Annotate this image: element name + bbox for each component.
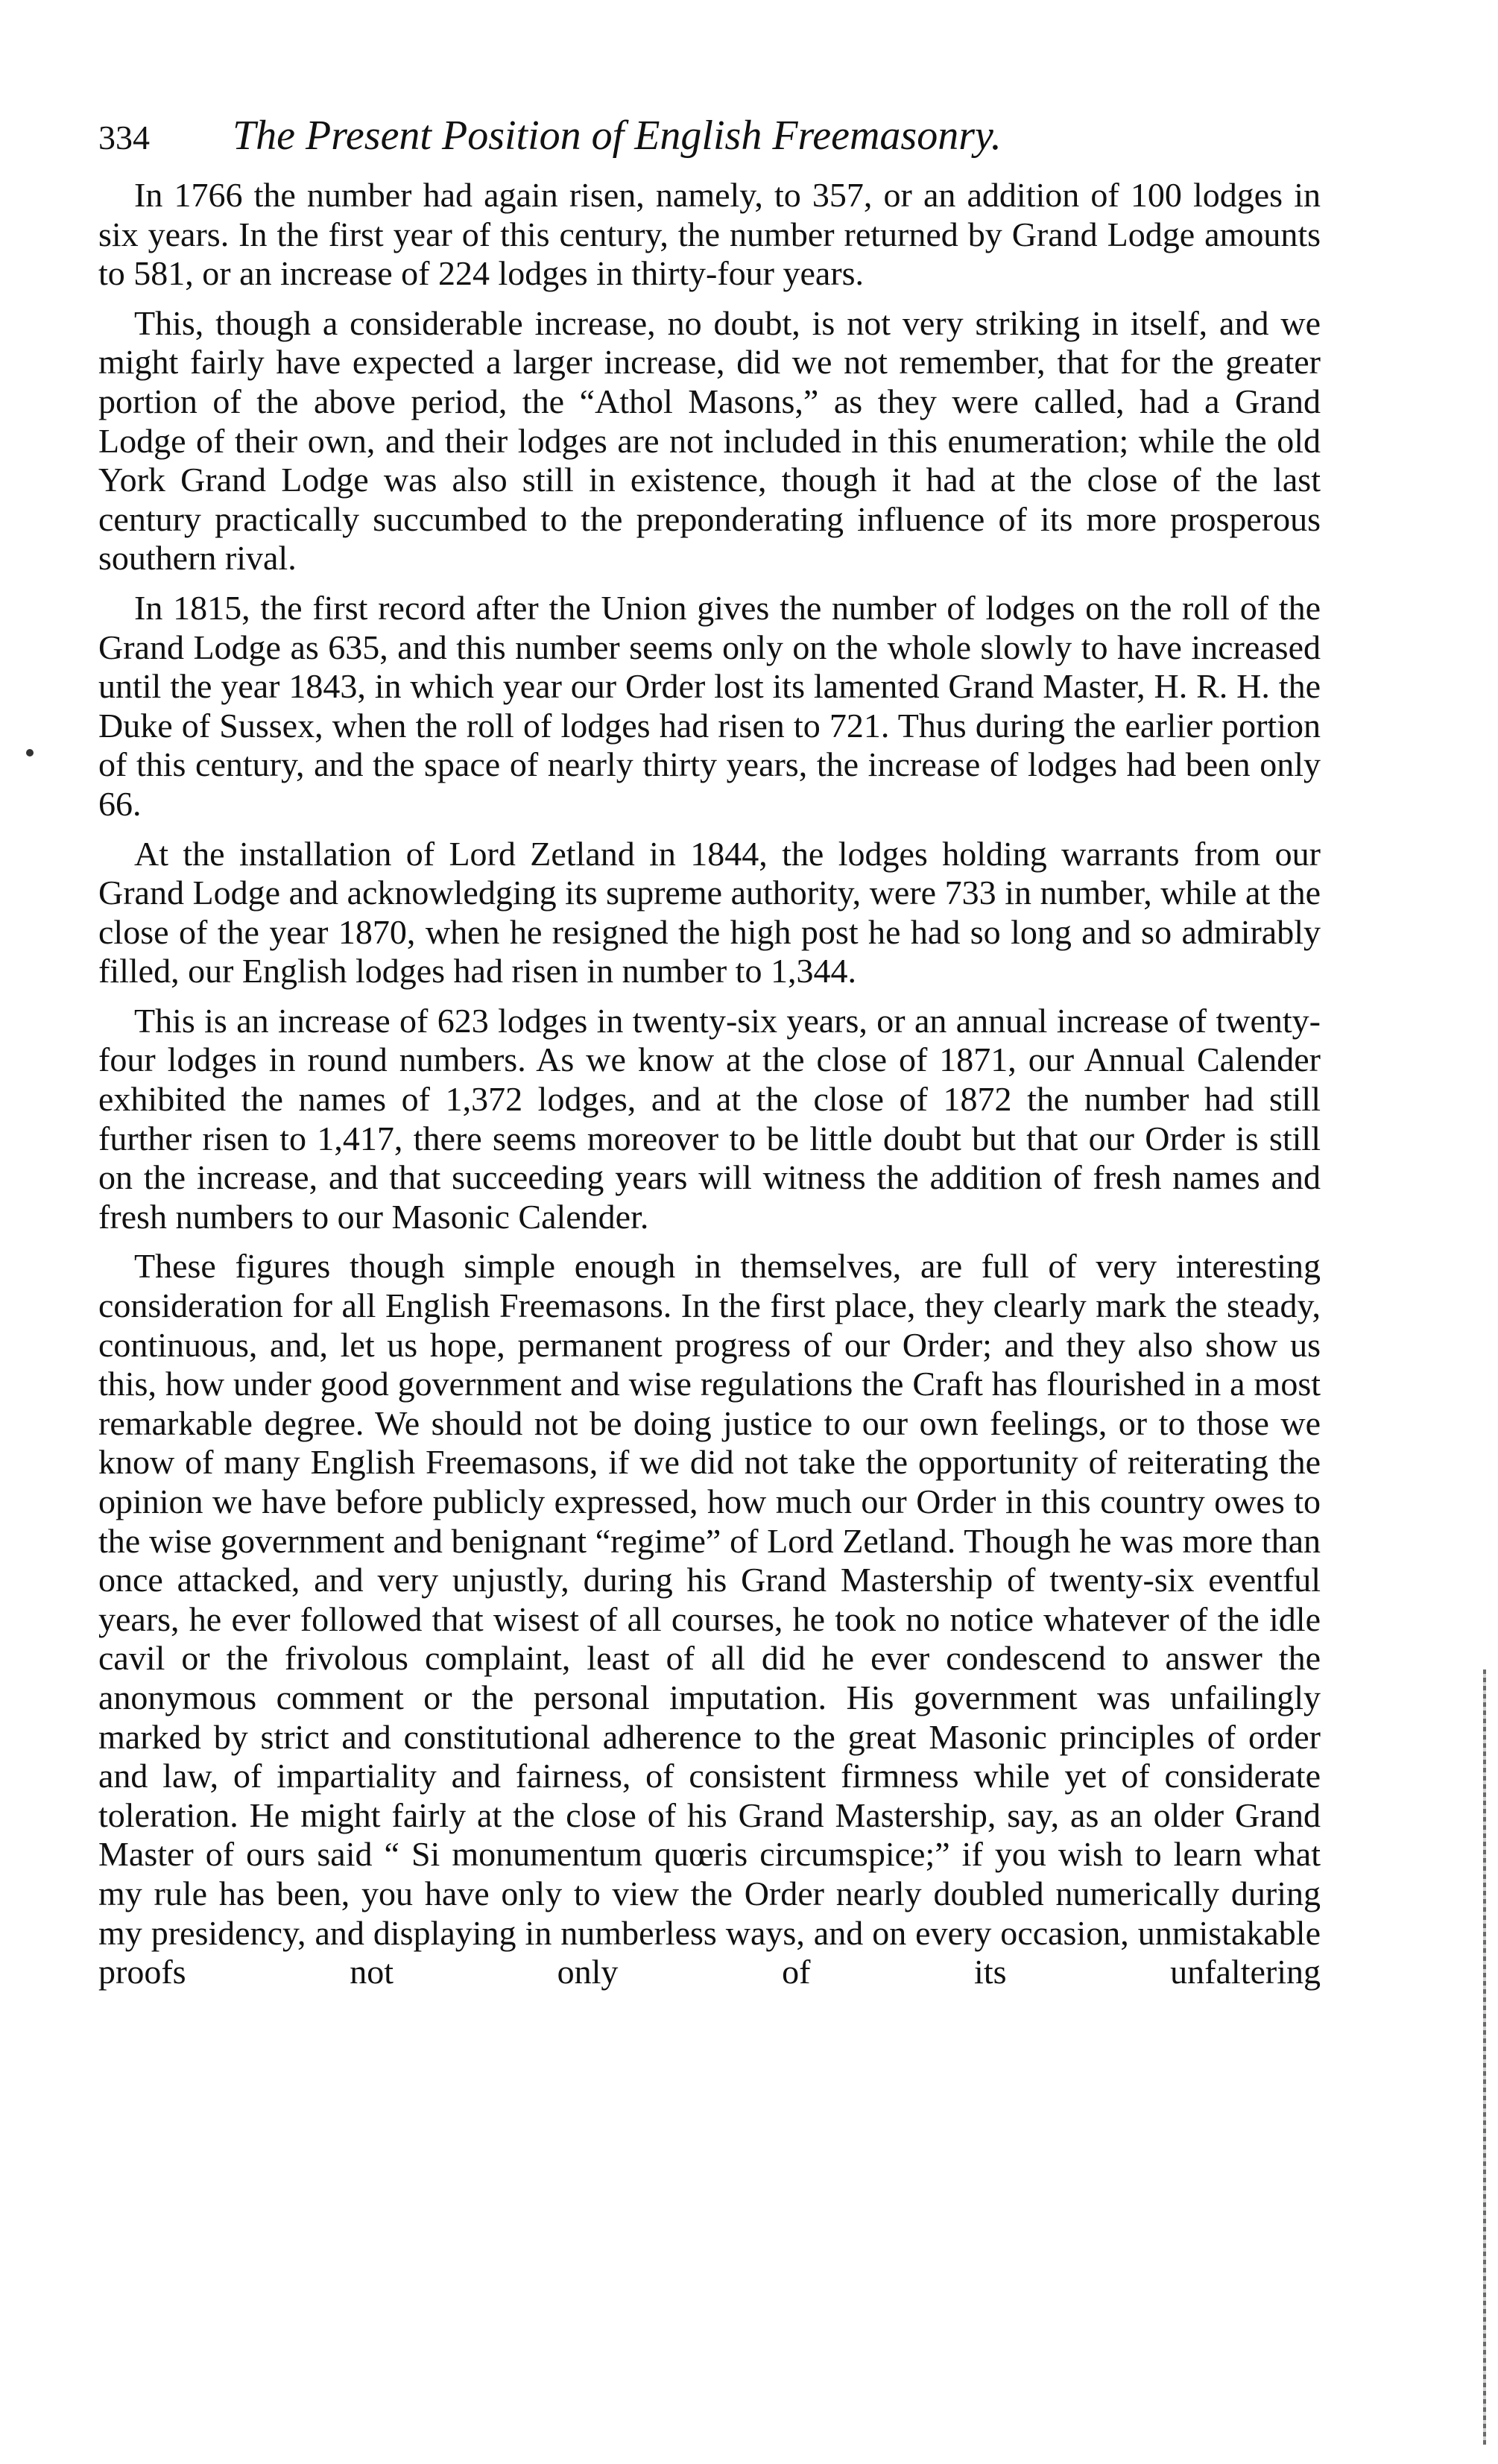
paragraph: In 1766 the number had again risen, namely, to 357, or an addition of 100 lodges in six years. In the first year of this century, the number returned by Grand Lodge amounts to 581, or an increase of 224 lodges in thirty-four years.: [98, 176, 1321, 293]
page-header: [98, 112, 1321, 171]
paragraph: This is an increase of 623 lodges in twenty-six years, or an annual increase of twenty-four lodges in round numbers. As we know at the close of 1871, our Annual Calender exhibited the names of 1,372 lodges, and at the close of 1872 the number had still further risen to 1,417, there seems moreover to be little doubt but that our Order is still on the increase, and that succeeding years will witness the addition of fresh names and fresh numbers to our Masonic Calender.: [98, 1001, 1321, 1236]
page-number: 334: [98, 119, 150, 157]
margin-dot: [26, 749, 34, 756]
scan-edge-line: [1483, 1669, 1486, 2445]
paragraph: This, though a considerable increase, no doubt, is not very striking in itself, and we might fairly have expected a larger increase, did we not remember, that for the greater portion of the above period, the “Athol Masons,” as they were called, had a Grand Lodge of their own, and their lodges are not included in this enumeration; while the old York Grand Lodge was also still in existence, though it had at the close of the last century practically succumbed to the preponderating influence of its more prosperous southern rival.: [98, 303, 1321, 578]
book-page: [98, 112, 1321, 2003]
paragraph: In 1815, the first record after the Union gives the number of lodges on the roll of the Grand Lodge as 635, and this number seems only on the whole slowly to have increased until the year 1843, in which year our Order lost its lamented Grand Master, H. R. H. the Duke of Sussex, when the roll of lodges had risen to 721. Thus during the earlier portion of this century, and the space of nearly thirty years, the increase of lodges had been only 66.: [98, 588, 1321, 823]
paragraph: At the installation of Lord Zetland in 1844, the lodges holding warrants from our Grand Lodge and acknowledging its supreme authority, were 733 in number, while at the close of the year 1870, when he resigned the high post he had so long and so admirably filled, our English lodges had risen in number to 1,344.: [98, 834, 1321, 991]
running-title: The Present Position of English Freemasonry.: [233, 113, 1002, 159]
paragraph: These figures though simple enough in themselves, are full of very interesting consideration for all English Freemasons. In the first place, they clearly mark the steady, continuous, and, let us hope, permanent progress of our Order; and they also show us this, how under good government and wise regulations the Craft has flourished in a most remarkable degree. We should not be doing justice to our own feelings, or to those we know of many English Freemasons, if we did not take the opportunity of reiterating the opinion we have before publicly expressed, how much our Order in this country owes to the wise government and benignant “regime” of Lord Zetland. Though he was more than once attacked, and very unjustly, during his Grand Mastership of twenty-six eventful years, he ever followed that wisest of all courses, he took no notice whatever of the idle cavil or the frivolous complaint, least of all did he ever condescend to answer the anonymous comment or the personal imputation. His government was unfailingly marked by strict and constitutional adherence to the great Masonic principles of order and law, of impartiality and fairness, of consistent firmness while yet of considerate toleration. He might fairly at the close of his Grand Mastership, say, as an older Grand Master of ours said “ Si monumentum quœris circumspice;” if you wish to learn what my rule has been, you have only to view the Order nearly doubled numerically during my presidency, and displaying in numberless ways, and on every occasion, unmistakable proofs not only of its unfaltering: [98, 1247, 1321, 1991]
body-text: [98, 176, 1321, 1992]
